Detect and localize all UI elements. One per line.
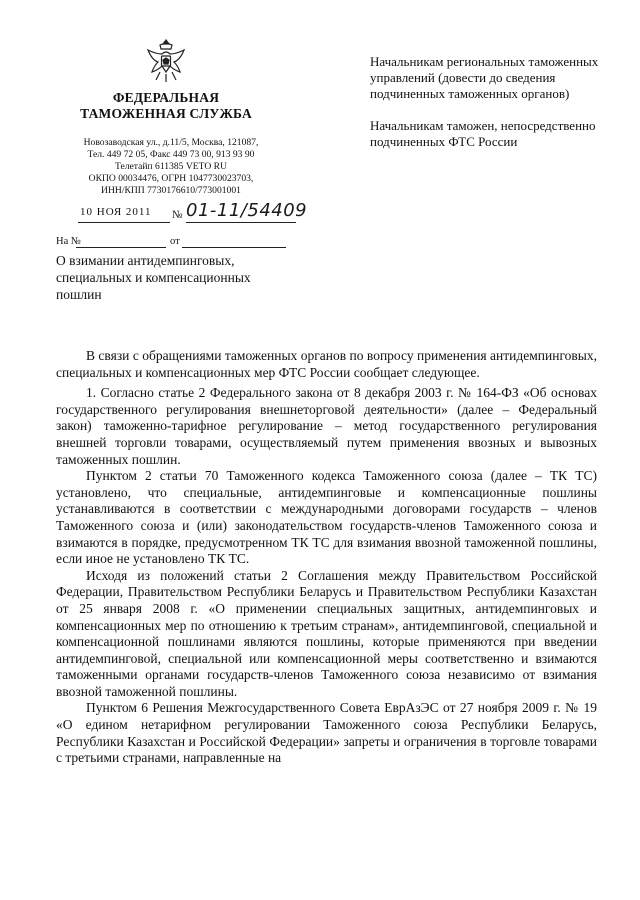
reference-date-blank (182, 247, 286, 248)
registration-number-handwritten: 01-11/54409 (186, 200, 308, 221)
reference-number-blank (76, 247, 166, 248)
organization-teletype: Телетайп 611385 VETO RU (115, 161, 227, 172)
organization-name-line2: ТАМОЖЕННАЯ СЛУЖБА (80, 106, 252, 121)
body-paragraph-federal-law: 1. Согласно статье 2 Федерального закона от 8 декабря 2003 г. № 164-ФЗ «Об основах государственного регулирования внешнеторговой деятельности» (далее – Федеральный закон) таможенно-тарифное регулирование – метод государственного регулирования внешней торговли товарами, осуществляемый путем применения ввозных и вывозных таможенных пошлин. (56, 385, 597, 467)
addressee-customs-offices: Начальникам таможен, непосредственно подчиненных ФТС России (370, 118, 596, 149)
letterhead (56, 36, 276, 122)
reference-number-label: На № (56, 236, 81, 247)
body-paragraph-intro: В связи с обращениями таможенных органов по вопросу применения антидемпинговых, специальных и компенсационных мер ФТС России сообщает следующее. (56, 348, 597, 380)
coat-of-arms-icon (144, 36, 188, 86)
body-paragraph-customs-code: Пунктом 2 статьи 70 Таможенного кодекса Таможенного союза (далее – ТК ТС) установлено, что специальные, антидемпинговые и компенсационные пошлины устанавливаются в соответствии с международными договорами государств – членов Таможенного союза и (или) законодательством государств-членов Таможенного союза и взимаются в порядке, предусмотренном ТК ТС для взимания ввозной таможенной пошлины, если иное не установлено ТК ТС. (56, 468, 597, 567)
organization-address: Новозаводская ул., д.11/5, Москва, 121087, (83, 137, 259, 148)
organization-details (56, 137, 286, 197)
organization-name-line1: ФЕДЕРАЛЬНАЯ (112, 90, 220, 105)
letter-body (56, 348, 597, 767)
organization-okpo-ogrn: ОКПО 00034476, ОГРН 1047730023703, (88, 173, 254, 184)
addressee-regional-administrations: Начальникам региональных таможенных управлений (довести до сведения подчиненных таможенных органов) (370, 54, 599, 101)
registration-number-label: № (172, 209, 183, 221)
organization-inn-kpp: ИНН/КПП 7730176610/773001001 (101, 185, 241, 196)
registration-number-underline (186, 222, 296, 223)
addressees (370, 54, 620, 150)
registration-date-underline (78, 222, 170, 223)
organization-phones: Тел. 449 72 05, Факс 449 73 00, 913 93 90 (87, 149, 255, 160)
body-paragraph-eurasec-decision: Пунктом 6 Решения Межгосударственного Совета ЕврАзЭС от 27 ноября 2009 г. № 19 «О едином нетарифном регулировании Таможенного союза Республики Беларусь, Республики Казахстан и Российской Федерации» запреты и ограничения в торговле товарами с третьими странами, направленные на (56, 700, 597, 766)
reference-date-label: от (170, 236, 180, 247)
body-paragraph-agreement: Исходя из положений статьи 2 Соглашения между Правительством Российской Федерации, Правительством Республики Беларусь и Правительством Республики Казахстан от 25 января 2008 г. «О применении специальных защитных, антидемпинговых и компенсационных мер по отношению к третьим странам», антидемпинговой, специальной и компенсационной пошлинами являются пошлины, которые применяются при введении антидемпинговой, специальной или компенсационной меры соответственно и взимаются таможенными органами государств-членов Таможенного союза независимо от взимания ввозной таможенной пошлины. (56, 567, 597, 699)
letter-subject: О взимании антидемпинговых, специальных и компенсационных пошлин (56, 253, 251, 302)
registration-date: 10 НОЯ 2011 (80, 206, 152, 218)
